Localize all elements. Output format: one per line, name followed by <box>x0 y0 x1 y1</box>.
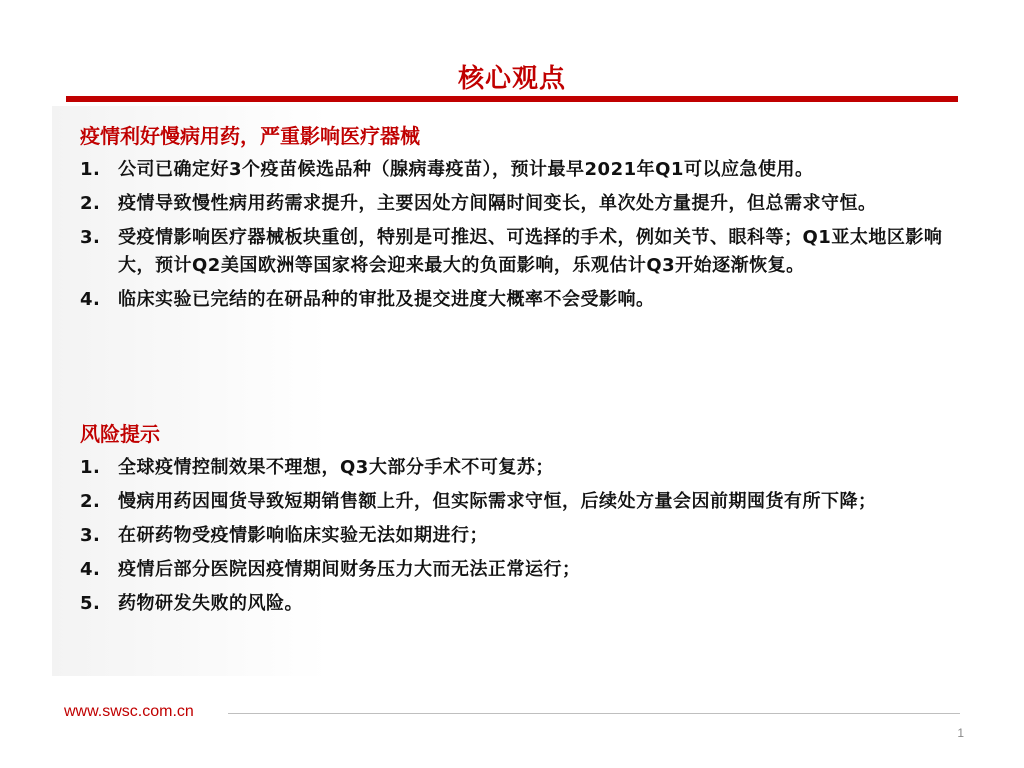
title-divider <box>66 96 958 102</box>
list-item <box>80 190 960 218</box>
list-item <box>80 286 960 314</box>
section-core-views <box>80 122 960 320</box>
list-item <box>80 488 960 516</box>
list-item <box>80 156 960 184</box>
section-heading: 疫情利好慢病用药，严重影响医疗器械 <box>80 124 420 148</box>
footer-website-link[interactable]: www.swsc.com.cn <box>64 703 194 720</box>
item-number: 1. <box>80 159 101 180</box>
item-number: 5. <box>80 593 101 614</box>
item-text: 慢病用药因囤货导致短期销售额上升，但实际需求守恒，后续处方量会因前期囤货有所下降； <box>118 491 877 512</box>
section-heading: 风险提示 <box>80 422 160 446</box>
item-number: 2. <box>80 193 101 214</box>
list-item <box>80 454 960 482</box>
item-number: 3. <box>80 525 101 546</box>
item-number: 4. <box>80 559 101 580</box>
item-text: 在研药物受疫情影响临床实验无法如期进行； <box>118 525 488 546</box>
list-item <box>80 224 960 280</box>
item-number: 4. <box>80 289 101 310</box>
section-risk-warnings <box>80 420 960 624</box>
item-text: 公司已确定好3个疫苗候选品种（腺病毒疫苗），预计最早2021年Q1可以应急使用。 <box>118 159 814 180</box>
list-item <box>80 590 960 618</box>
item-text: 疫情后部分医院因疫情期间财务压力大而无法正常运行； <box>118 559 581 580</box>
item-number: 2. <box>80 491 101 512</box>
item-number: 3. <box>80 227 101 248</box>
list-item <box>80 522 960 550</box>
slide-title: 核心观点 <box>457 64 566 94</box>
item-text: 全球疫情控制效果不理想，Q3大部分手术不可复苏； <box>118 457 554 478</box>
item-text: 受疫情影响医疗器械板块重创，特别是可推迟、可选择的手术，例如关节、眼科等；Q1亚太地区影响大，预计Q2美国欧洲等国家将会迎来最大的负面影响，乐观估计Q3开始逐渐恢复。 <box>118 227 943 276</box>
page-number: 1 <box>957 726 964 740</box>
item-text: 疫情导致慢性病用药需求提升，主要因处方间隔时间变长，单次处方量提升，但总需求守恒。 <box>118 193 877 214</box>
item-text: 药物研发失败的风险。 <box>118 593 303 614</box>
item-number: 1. <box>80 457 101 478</box>
item-text: 临床实验已完结的在研品种的审批及提交进度大概率不会受影响。 <box>118 289 655 310</box>
footer-divider <box>228 713 960 714</box>
list-item <box>80 556 960 584</box>
